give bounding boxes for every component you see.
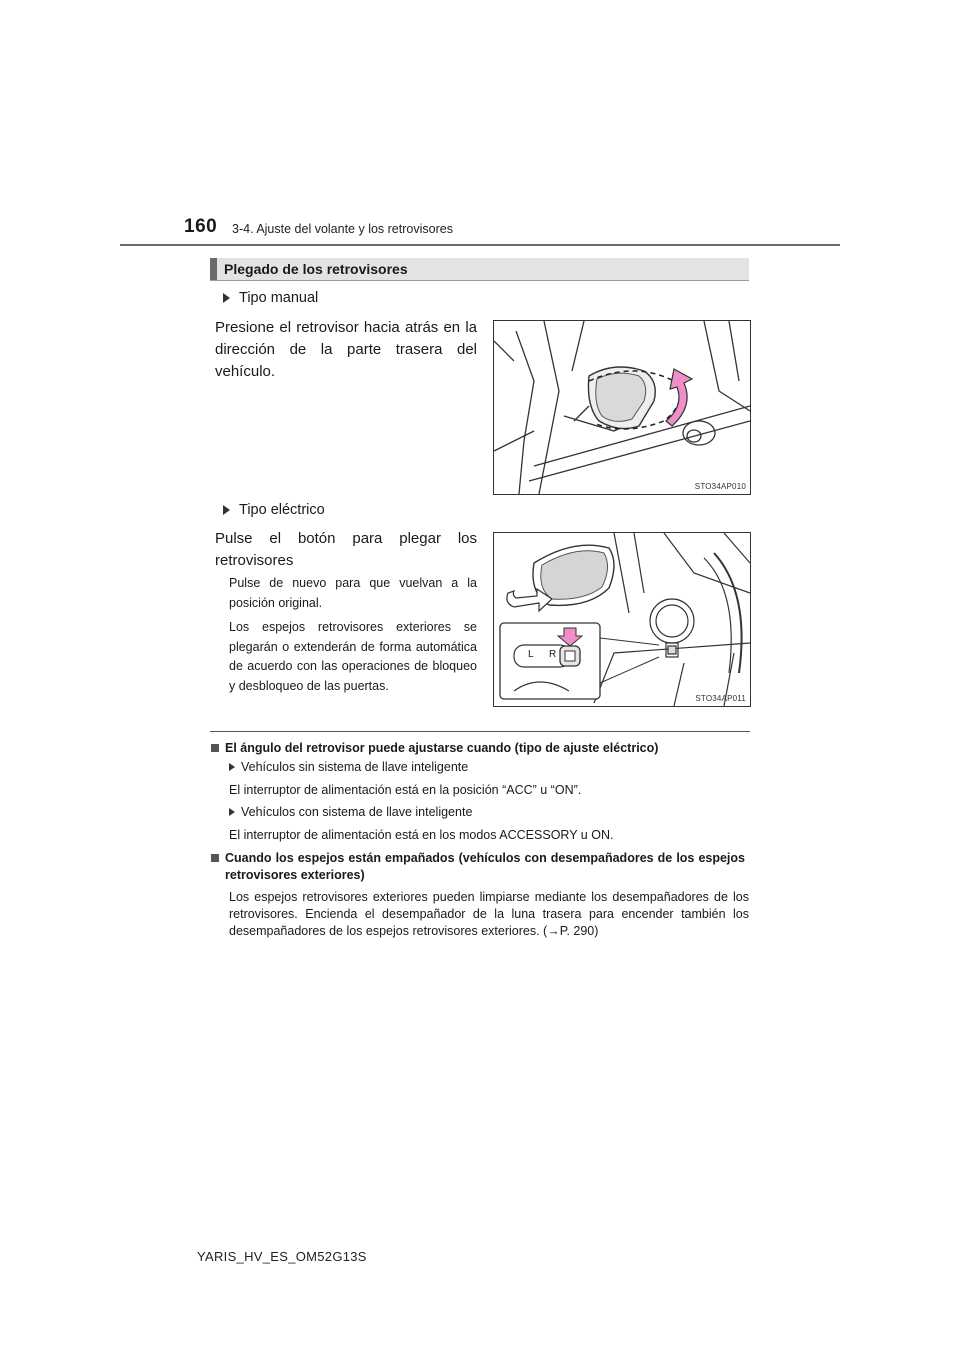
note-sub-smart-key (229, 805, 472, 819)
electric-type-label: Tipo eléctrico (239, 502, 325, 518)
triangle-bullet-icon (229, 808, 235, 816)
manual-type-label: Tipo manual (239, 290, 319, 306)
header-rule (120, 244, 840, 246)
note-angle-heading-text: El ángulo del retrovisor puede ajustarse cuando (tipo de ajuste eléctrico) (225, 741, 659, 755)
note-sub-smart-key-text: Vehículos con sistema de llave inteligente (241, 805, 473, 819)
square-bullet-icon (211, 854, 219, 862)
section-title: Plegado de los retrovisores (224, 261, 408, 277)
note-angle-heading (211, 740, 751, 757)
switch-label-right: R (549, 649, 557, 660)
note-text-smart-key: El interruptor de alimentación está en los modos ACCESSORY u ON. (229, 828, 614, 842)
electric-figure-code: STO34AP011 (695, 694, 746, 703)
note-fog-heading-text: Cuando los espejos están empañados (vehículos con desempañadores de los espejos retrovisores exteriores) (225, 851, 745, 882)
electric-type-heading (223, 502, 325, 518)
manual-mirror-illustration (494, 321, 750, 494)
note-sub-no-smart-key (229, 760, 468, 774)
square-bullet-icon (211, 744, 219, 752)
electric-mirror-illustration (494, 533, 750, 706)
note-fog-text: Los espejos retrovisores exteriores pueden limpiarse mediante los desempañadores de los retrovisores. Encienda el desempañador de la luna trasera para encender también los desempañadores de los espejos retrovisores exteriores. (→P. 290) (229, 890, 749, 938)
page-number: 160 (184, 216, 218, 237)
triangle-bullet-icon (223, 293, 230, 303)
note-text-no-smart-key: El interruptor de alimentación está en la posición “ACC” u “ON”. (229, 783, 582, 797)
note-fog-heading (211, 850, 751, 884)
manual-instruction: Presione el retrovisor hacia atrás en la dirección de la parte trasera del vehículo. (215, 319, 477, 380)
note-sub-no-smart-key-text: Vehículos sin sistema de llave inteligente (241, 760, 469, 774)
footer-code: YARIS_HV_ES_OM52G13S (197, 1249, 367, 1264)
electric-note-auto-fold: Los espejos retrovisores exteriores se plegarán o extenderán de forma automática de acuerdo con las operaciones de bloqueo y desbloqueo de las puertas. (229, 620, 477, 693)
electric-instruction: Pulse el botón para plegar los retrovisores (215, 530, 477, 569)
electric-note-original-position: Pulse de nuevo para que vuelvan a la posición original. (229, 576, 477, 610)
section-bar-tab (210, 258, 217, 280)
triangle-bullet-icon (223, 505, 230, 515)
electric-mirror-figure (493, 532, 751, 707)
switch-label-left: L (528, 649, 534, 660)
manual-mirror-figure (493, 320, 751, 495)
chapter-title: 3-4. Ajuste del volante y los retrovisores (232, 222, 453, 236)
triangle-bullet-icon (229, 763, 235, 771)
section-divider (210, 731, 750, 732)
section-bar (210, 258, 749, 281)
manual-figure-code: STO34AP010 (694, 482, 746, 491)
manual-type-heading (223, 290, 318, 306)
